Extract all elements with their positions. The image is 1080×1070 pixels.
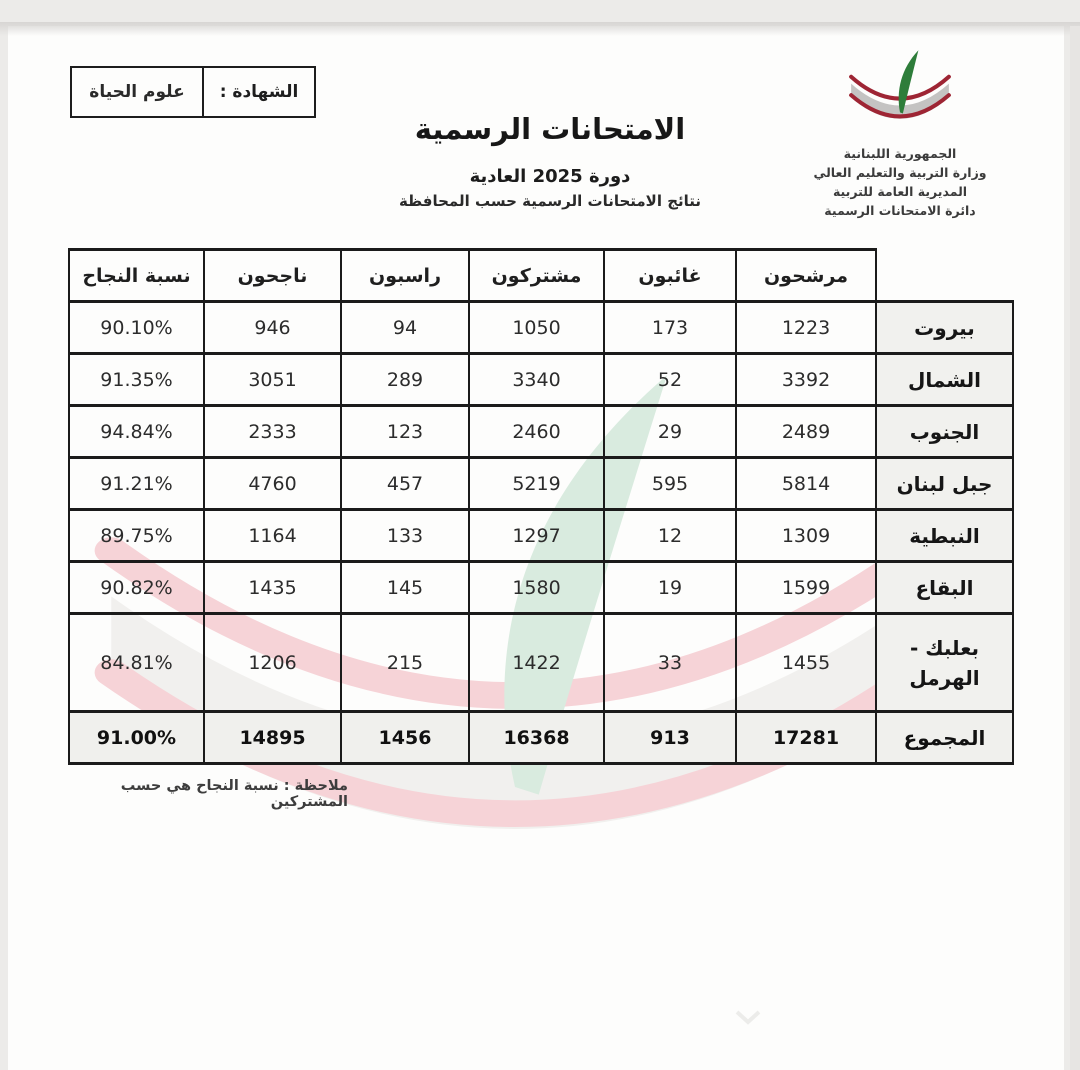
absent-cell: 12 bbox=[604, 510, 736, 562]
subtitle-line: نتائج الامتحانات الرسمية حسب المحافظة bbox=[398, 192, 702, 210]
table-row bbox=[69, 406, 1013, 458]
governorate-cell: الشمال bbox=[876, 354, 1013, 406]
corner-empty-cell bbox=[876, 250, 1013, 302]
participants-cell: 1050 bbox=[469, 302, 604, 354]
passed-cell: 1206 bbox=[204, 614, 341, 712]
candidates-cell: 2489 bbox=[736, 406, 876, 458]
governorate-cell: البقاع bbox=[876, 562, 1013, 614]
table-row bbox=[69, 562, 1013, 614]
pass-rate-cell: 90.10% bbox=[69, 302, 204, 354]
table-body bbox=[69, 302, 1013, 764]
absent-cell: 913 bbox=[604, 712, 736, 764]
col-header-absent: غائبون bbox=[604, 250, 736, 302]
passed-cell: 4760 bbox=[204, 458, 341, 510]
governorate-cell: النبطية bbox=[876, 510, 1013, 562]
candidates-cell: 1309 bbox=[736, 510, 876, 562]
passed-cell: 3051 bbox=[204, 354, 341, 406]
title-block bbox=[320, 112, 780, 210]
ministry-line-republic: الجمهورية اللبنانية bbox=[843, 146, 957, 161]
table-row bbox=[69, 354, 1013, 406]
governorate-cell: جبل لبنان bbox=[876, 458, 1013, 510]
failed-cell: 123 bbox=[341, 406, 469, 458]
failed-cell: 94 bbox=[341, 302, 469, 354]
failed-cell: 145 bbox=[341, 562, 469, 614]
table-row bbox=[69, 458, 1013, 510]
absent-cell: 19 bbox=[604, 562, 736, 614]
failed-cell: 1456 bbox=[341, 712, 469, 764]
page-title: الامتحانات الرسمية bbox=[414, 112, 686, 146]
participants-cell: 2460 bbox=[469, 406, 604, 458]
total-row bbox=[69, 712, 1013, 764]
failed-cell: 289 bbox=[341, 354, 469, 406]
participants-cell: 1297 bbox=[469, 510, 604, 562]
absent-cell: 29 bbox=[604, 406, 736, 458]
pass-rate-cell: 91.00% bbox=[69, 712, 204, 764]
absent-cell: 173 bbox=[604, 302, 736, 354]
candidates-cell: 1599 bbox=[736, 562, 876, 614]
ministry-line-department: دائرة الامتحانات الرسمية bbox=[824, 203, 976, 218]
session-line: دورة 2025 العادية bbox=[469, 166, 631, 187]
header-row bbox=[69, 250, 1013, 302]
col-header-pass-rate: نسبة النجاح bbox=[69, 250, 204, 302]
col-header-participants: مشتركون bbox=[469, 250, 604, 302]
pass-rate-cell: 84.81% bbox=[69, 614, 204, 712]
absent-cell: 52 bbox=[604, 354, 736, 406]
candidates-cell: 1223 bbox=[736, 302, 876, 354]
pass-rate-cell: 91.35% bbox=[69, 354, 204, 406]
pass-rate-cell: 94.84% bbox=[69, 406, 204, 458]
candidates-cell: 3392 bbox=[736, 354, 876, 406]
failed-cell: 133 bbox=[341, 510, 469, 562]
ministry-line-ministry: وزارة التربية والتعليم العالي bbox=[813, 165, 987, 180]
candidates-cell: 5814 bbox=[736, 458, 876, 510]
passed-cell: 14895 bbox=[204, 712, 341, 764]
candidates-cell: 17281 bbox=[736, 712, 876, 764]
passed-cell: 1435 bbox=[204, 562, 341, 614]
governorate-cell: بعلبك - الهرمل bbox=[876, 614, 1013, 712]
results-table-wrapper bbox=[68, 248, 1014, 765]
failed-cell: 215 bbox=[341, 614, 469, 712]
ministry-line-directorate: المديرية العامة للتربية bbox=[832, 184, 968, 199]
pass-rate-cell: 90.82% bbox=[69, 562, 204, 614]
table-row bbox=[69, 510, 1013, 562]
absent-cell: 595 bbox=[604, 458, 736, 510]
open-book-with-leaf-icon bbox=[838, 48, 962, 140]
passed-cell: 946 bbox=[204, 302, 341, 354]
footnote: ملاحظة : نسبة النجاح هي حسب المشتركين bbox=[120, 778, 348, 810]
ministry-text bbox=[778, 144, 1022, 220]
col-header-failed: راسبون bbox=[341, 250, 469, 302]
failed-cell: 457 bbox=[341, 458, 469, 510]
participants-cell: 1580 bbox=[469, 562, 604, 614]
table-row bbox=[69, 614, 1013, 712]
participants-cell: 1422 bbox=[469, 614, 604, 712]
governorate-cell: بيروت bbox=[876, 302, 1013, 354]
ministry-header bbox=[778, 48, 1022, 220]
passed-cell: 2333 bbox=[204, 406, 341, 458]
absent-cell: 33 bbox=[604, 614, 736, 712]
participants-cell: 16368 bbox=[469, 712, 604, 764]
col-header-candidates: مرشحون bbox=[736, 250, 876, 302]
governorate-cell: المجموع bbox=[876, 712, 1013, 764]
results-table bbox=[68, 248, 1014, 765]
col-header-passed: ناجحون bbox=[204, 250, 341, 302]
pass-rate-cell: 89.75% bbox=[69, 510, 204, 562]
certificate-value: علوم الحياة bbox=[72, 68, 204, 116]
governorate-cell: الجنوب bbox=[876, 406, 1013, 458]
passed-cell: 1164 bbox=[204, 510, 341, 562]
pass-rate-cell: 91.21% bbox=[69, 458, 204, 510]
participants-cell: 5219 bbox=[469, 458, 604, 510]
candidates-cell: 1455 bbox=[736, 614, 876, 712]
table-row bbox=[69, 302, 1013, 354]
certificate-box bbox=[70, 66, 316, 118]
certificate-label: الشهادة : bbox=[219, 82, 299, 102]
participants-cell: 3340 bbox=[469, 354, 604, 406]
scan-artifact-mark bbox=[735, 1008, 761, 1026]
